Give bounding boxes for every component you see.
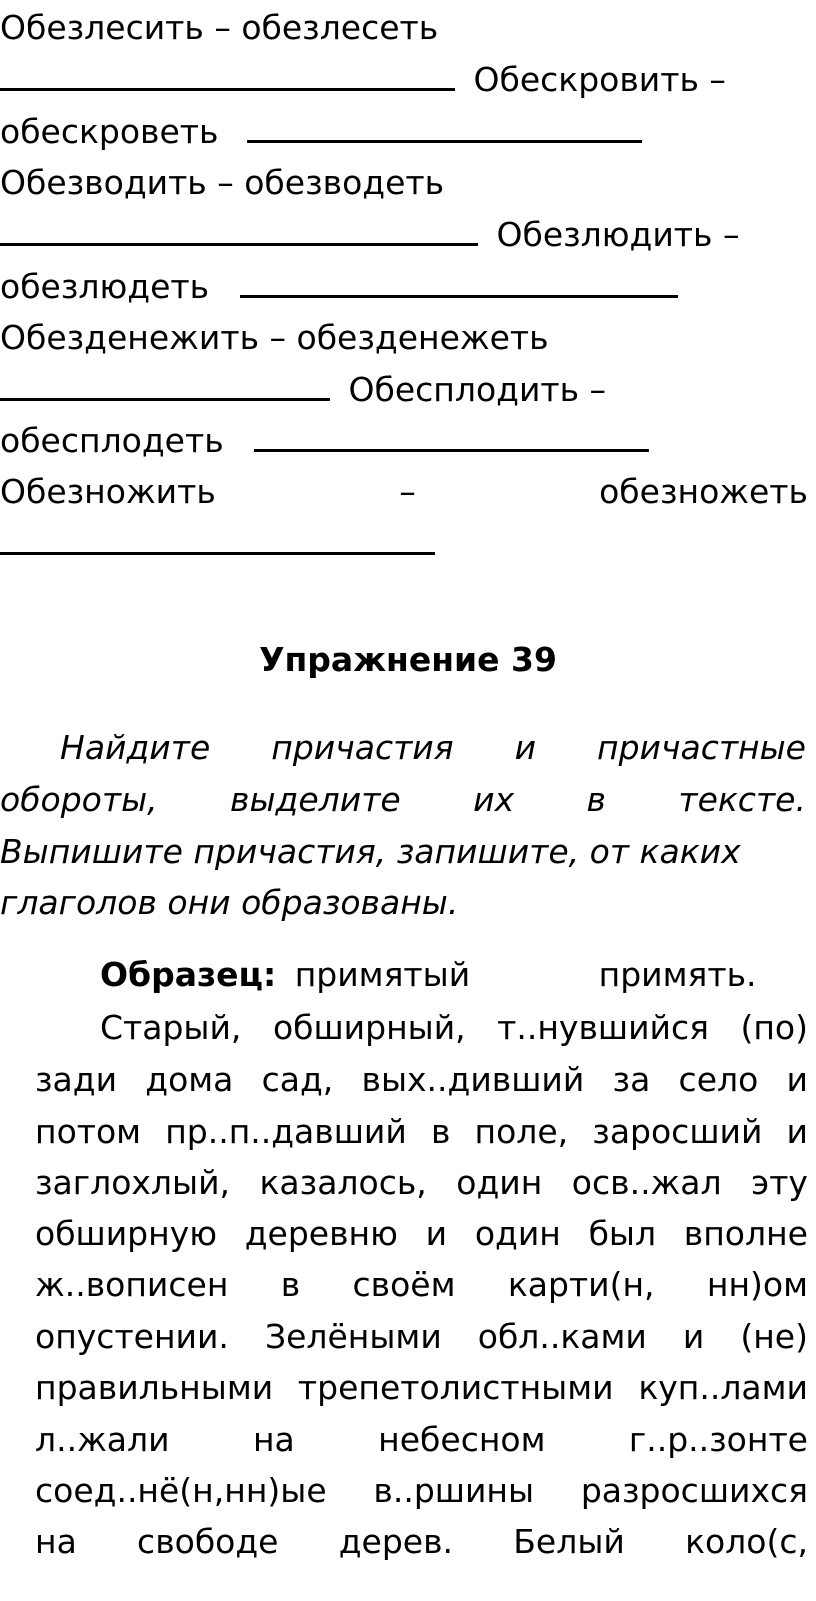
word-pair-line [0, 215, 739, 255]
text-word: в..ршины [373, 1471, 535, 1510]
text-word: сад, [261, 1060, 334, 1099]
word-pair-line [0, 60, 726, 100]
text-line [35, 1265, 808, 1305]
text-word: трепетолистными [297, 1368, 614, 1407]
answer-blank[interactable] [0, 370, 330, 401]
text-word: зади [35, 1060, 118, 1099]
answer-blank[interactable] [0, 524, 435, 555]
answer-blank[interactable] [0, 215, 478, 246]
text-word: и [425, 1214, 448, 1253]
text-word: был [588, 1214, 657, 1253]
word-pair-line [0, 318, 549, 358]
answer-blank[interactable] [240, 267, 678, 298]
text-word: правильными [35, 1368, 274, 1407]
text-word: Старый, [100, 1008, 242, 1047]
text-word: эту [751, 1163, 808, 1202]
exercise-title: Упражнение 39 [259, 640, 557, 679]
word-pair-text: Обезлесить – обезлесеть [0, 8, 439, 47]
task-line: Выпишите причастия, запишите, от каких [0, 832, 741, 871]
text-word: поле, [474, 1112, 569, 1151]
text-word: на [252, 1420, 295, 1459]
text-word: и [786, 1112, 808, 1151]
text-line [35, 1368, 808, 1408]
text-word: коло(с, [685, 1522, 808, 1561]
text-line [35, 1420, 808, 1460]
word-pair-text: Обезводить – обезводеть [0, 163, 445, 202]
text-word: заросший [592, 1112, 763, 1151]
text-word: дерев. [338, 1522, 454, 1561]
text-line [35, 1317, 808, 1357]
text-word: обширный, [272, 1008, 466, 1047]
word-pair-text: обезлюдеть [0, 267, 210, 306]
word-pair-text: Обесплодить – [348, 370, 607, 409]
text-line [35, 1163, 808, 1203]
sample-label: Образец: [100, 955, 277, 994]
answer-blank[interactable] [254, 421, 649, 452]
word-pair-line [0, 421, 649, 461]
text-word: один [456, 1163, 543, 1202]
sample-participle: примятый [294, 955, 471, 994]
text-word: своём [352, 1265, 456, 1304]
text-word: разросшихся [580, 1471, 808, 1510]
word-pair-text: Обескровить – [473, 60, 726, 99]
text-word: опустении. [35, 1317, 229, 1356]
task-line: глаголов они образованы. [0, 883, 459, 922]
text-word: куп..лами [638, 1368, 808, 1407]
word-pair-text: Обезденежить – обезденежеть [0, 318, 549, 357]
task-word: в [586, 780, 606, 819]
text-word: в [430, 1112, 451, 1151]
word-pair-text: обезножеть [599, 472, 808, 511]
text-word: на [35, 1522, 77, 1561]
text-word: обширную [35, 1214, 218, 1253]
word-pair-line [0, 472, 808, 512]
text-word: за [612, 1060, 651, 1099]
word-pair-line [0, 112, 642, 152]
word-pair-dash: – [399, 472, 416, 511]
text-line [35, 1471, 808, 1511]
word-pair-line [0, 370, 606, 410]
text-word: Зелёными [264, 1317, 442, 1356]
text-word: один [474, 1214, 561, 1253]
word-pair-text: Обезлюдить – [496, 215, 740, 254]
text-word: казалось, [259, 1163, 427, 1202]
text-line [100, 1008, 808, 1048]
task-word: причастные [597, 728, 806, 767]
text-word: т..нувшийся [497, 1008, 709, 1047]
answer-blank[interactable] [0, 60, 455, 91]
text-word: и [682, 1317, 705, 1356]
text-line [35, 1112, 808, 1152]
text-word: ж..вописен [35, 1265, 229, 1304]
word-pair-text: Обезножить [0, 472, 216, 511]
text-word: вполне [683, 1214, 808, 1253]
text-word: дома [145, 1060, 234, 1099]
text-word: деревню [244, 1214, 398, 1253]
text-line [35, 1214, 808, 1254]
text-word: карти(н, [507, 1265, 655, 1304]
text-word: нн)ом [706, 1265, 808, 1304]
task-word: выделите [230, 780, 401, 819]
task-word: обороты, [0, 780, 158, 819]
word-pair-line [0, 267, 678, 307]
task-word: и [514, 728, 537, 767]
text-word: свободе [137, 1522, 279, 1561]
word-pair-line [0, 524, 435, 564]
task-word: тексте. [678, 780, 806, 819]
word-pair-line [0, 163, 444, 203]
task-word: причастия [271, 728, 454, 767]
text-line [35, 1522, 808, 1562]
sample-line [100, 955, 757, 995]
word-pair-text: обесплодеть [0, 421, 224, 460]
text-word: заглохлый, [35, 1163, 231, 1202]
text-word: пр..п..давший [165, 1112, 407, 1151]
text-word: обл..ками [477, 1317, 647, 1356]
text-word: вых..дивший [361, 1060, 585, 1099]
task-word: их [473, 780, 515, 819]
answer-blank[interactable] [247, 112, 642, 143]
text-word: осв..жал [571, 1163, 722, 1202]
text-word: и [786, 1060, 808, 1099]
text-word: г..р..зонте [628, 1420, 808, 1459]
text-word: л..жали [35, 1420, 170, 1459]
text-word: соед..нё(н,нн)ые [35, 1471, 327, 1510]
text-word: в [280, 1265, 301, 1304]
text-line [35, 1060, 808, 1100]
task-word: Найдите [60, 728, 211, 767]
text-word: село [678, 1060, 759, 1099]
word-pair-line [0, 8, 438, 48]
sample-verb: примять. [598, 955, 757, 994]
text-word: (по) [740, 1008, 808, 1047]
task-line [60, 728, 806, 768]
task-line [0, 780, 806, 820]
text-word: небесном [378, 1420, 546, 1459]
word-pair-text: обескроветь [0, 112, 219, 151]
text-word: Белый [513, 1522, 625, 1561]
text-word: (не) [740, 1317, 808, 1356]
text-word: потом [35, 1112, 142, 1151]
